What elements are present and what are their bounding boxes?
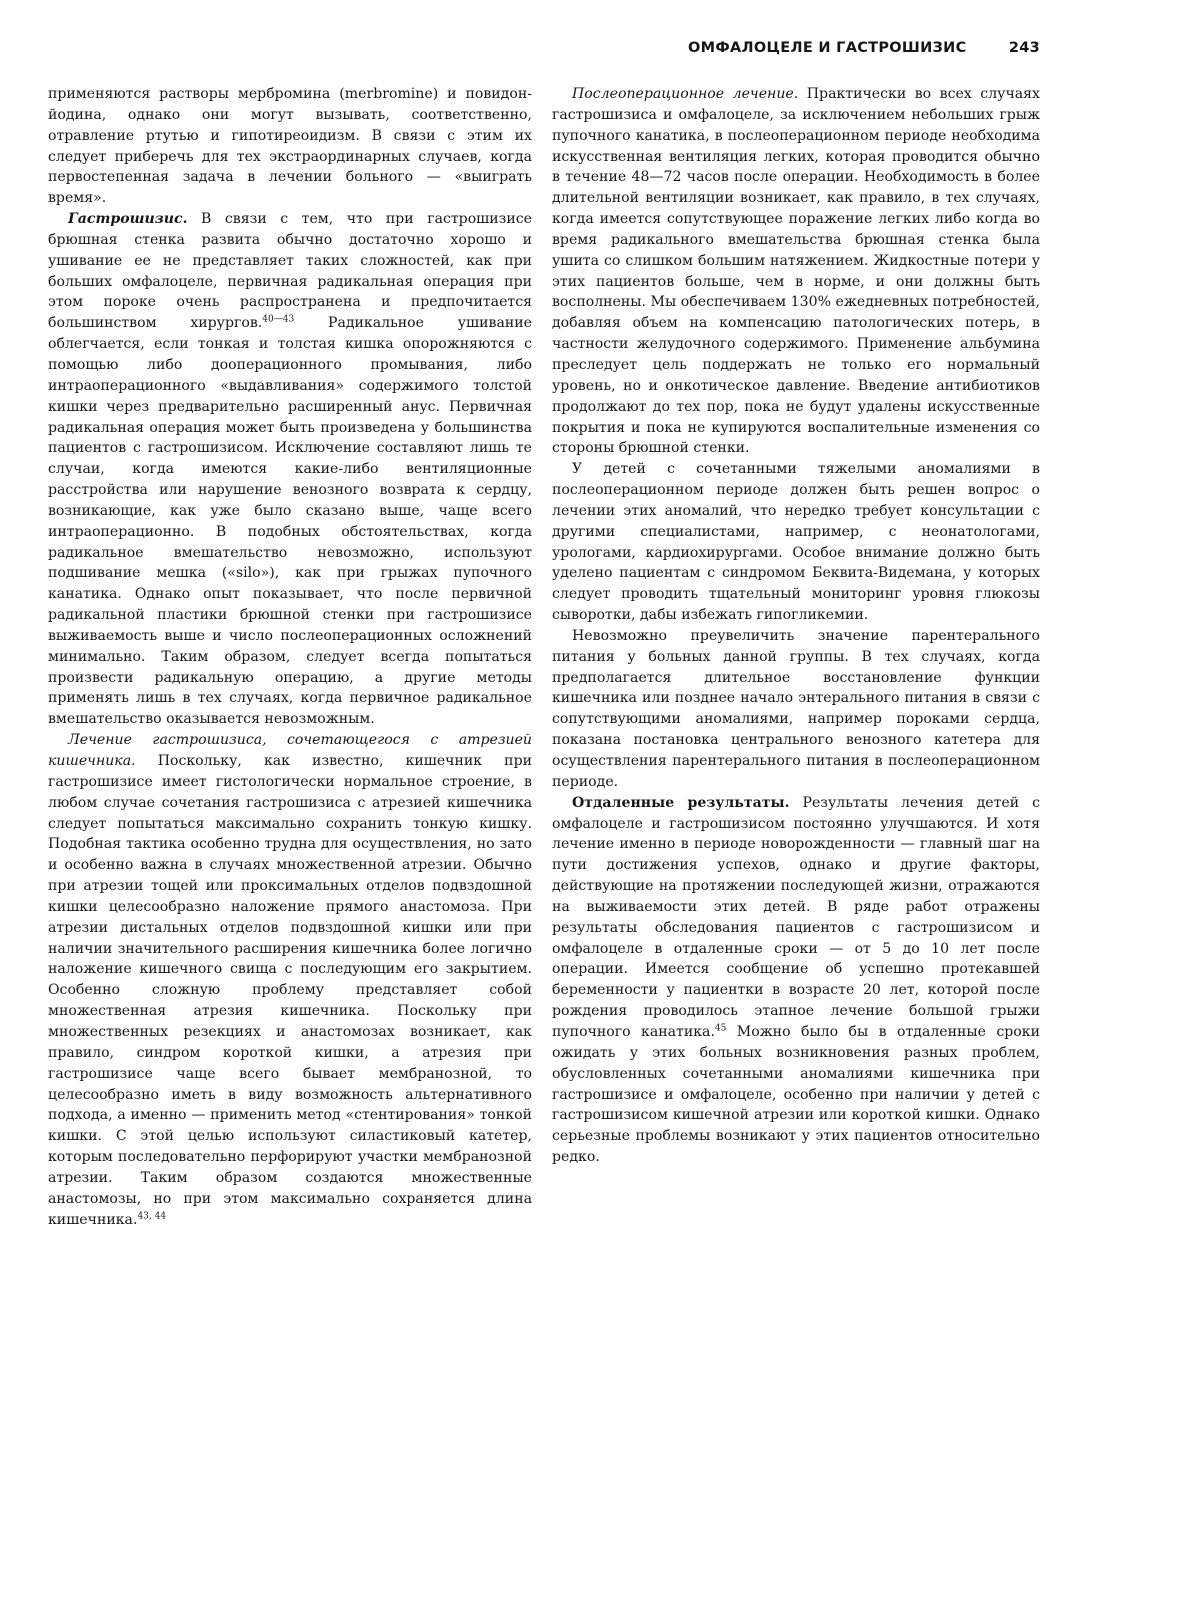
paragraph-associated-anomalies: У детей с сочетанными тяжелыми аномалиями в послеоперационном периоде должен быть решен вопрос о лечении этих аномалий, что нередко требует консультации с другими специалистами, например, с неонатологами, урологами, кардиохирургами. Особое внимание должно быть уделено пациентам с синдромом Беквита-Видемана, у которых следует проводить тщательный мониторинг уровня глюкозы сыворотки, дабы избежать гипогликемии. (552, 461, 1040, 624)
paragraph-text: Поскольку, как известно, кишечник при гастрошизисе имеет гистологически нормальное строение, в любом случае сочетания гастрошизиса с атрезией кишечника следует попытаться максимально сохранить тонкую кишку. Подобная тактика особенно трудна для осуществления, но зато и особенно важна в случаях множественной атрезии. Обычно при атрезии тощей или проксимальных отделов подвздошной кишки целесообразно наложение прямого анастомоза. При атрезии дистальных отделов подвздошной кишки или при наличии значительного расширения кишечника более логично наложение кишечного свища с последующим его закрытием. Особенно сложную проблему представляет собой множественная атрезия кишечника. Поскольку при множественных резекциях и анастомозах возникает, как правило, синдром короткой кишки, а атрезия при гастрошизисе чаще всего бывает мембранозной, то целесообразно иметь в виду возможность альтернативного подхода, а именно — применить метод «стентирования» тонкой кишки. С этой целью используют силастиковый катетер, которым последовательно перфорируют участки мембранозной атрезии. Таким образом создаются множественные анастомозы, но при этом максимально сохраняется длина кишечника. (48, 753, 532, 1228)
paragraph-text: Практически во всех случаях гастрошизиса и омфалоцеле, за исключением небольших грыж пупочного канатика, в послеоперационном периоде необходима искусственная вентиляция легких, которая проводится обычно в течение 48—72 часов после операции. Необходимость в более длительной вентиляции возникает, как правило, в тех случаях, когда имеется сопутствующее поражение легких либо когда во время радикального вмешательства брюшная стенка была ушита со слишком большим натяжением. Жидкостные потери у этих пациентов больше, чем в норме, и они должны быть восполнены. Мы обеспечиваем 130% ежедневных потребностей, добавляя объем на компенсацию патологических потерь, в частности желудочного содержимого. Применение альбумина преследует цель поддержать не только его нормальный уровень, но и онкотическое давление. Введение антибиотиков продолжают до тех пор, пока не будут удалены искусственные покрытия и пока не купируются воспалительные изменения со стороны брюшной стенки. (552, 86, 1041, 457)
paragraph-parenteral-nutrition: Невозможно преувеличить значение парентерального питания у больных данной группы. В тех случаях, когда предполагается длительное восстановление функции кишечника или позднее начало энтерального питания в связи с сопутствующими аномалиями, например пороками сердца, показана постановка центрального венозного катетера для осуществления парентерального питания в послеоперационном периоде. (552, 627, 1040, 790)
paragraph-antiseptics: применяются растворы мербромина (merbromine) и повидон-йодина, однако они могут вызывать, соответственно, отравление ртутью и гипотиреоидизм. В связи с этим их следует приберечь для тех экстраординарных случаев, когда первостепенная задача в лечении больного — «выиграть время». (48, 86, 532, 207)
right-column (552, 84, 1040, 1168)
paragraph-gastroschisis (48, 209, 532, 730)
page-number: 243 (1008, 40, 1040, 56)
running-head (688, 40, 1040, 56)
section-heading-gastroschisis: Гастрошизис. (68, 211, 188, 228)
reference-marker: 40—43 (262, 314, 295, 325)
left-column (48, 84, 532, 1230)
section-heading-long-term-results: Отдаленные результаты. (572, 794, 790, 811)
paragraph-atresia (48, 730, 532, 1230)
reference-marker: 43, 44 (137, 1210, 167, 1221)
running-head-title: ОМФАЛОЦЕЛЕ И ГАСТРОШИЗИС (688, 40, 967, 56)
reference-marker: 45 (714, 1023, 727, 1034)
paragraph-text: Можно было бы в отдаленные сроки ожидать у этих больных возникновения разных проблем, обусловленных сочетанными аномалиями кишечника при гастрошизисе и омфалоцеле, особенно при наличии у детей с гастрошизисом кишечной атрезии или короткой кишки. Однако серьезные проблемы возникают у этих пациентов относительно редко. (552, 1023, 1040, 1166)
section-heading-postoperative: Послеоперационное лечение. (572, 86, 799, 102)
paragraph-long-term-results (552, 793, 1040, 1168)
paragraph-text: Результаты лечения детей с омфалоцеле и гастрошизисом постоянно улучшаются. И хотя лечение именно в периоде новорожденности — главный шаг на пути достижения успехов, однако и другие факторы, действующие на протяжении последующей жизни, отражаются на выживаемости этих детей. В ряде работ отражены результаты обследования пациентов с гастрошизисом и омфалоцеле в отдаленные сроки — от 5 до 10 лет после операции. Имеется сообщение об успешно протекавшей беременности у пациентки в возрасте 20 лет, которой после рождения проводилось этапное лечение большой грыжи пупочного канатика. (552, 794, 1041, 1040)
paragraph-postoperative (552, 84, 1040, 459)
paragraph-text: Радикальное ушивание облегчается, если тонкая и толстая кишка опорожняются с помощью либо дооперационного промывания, либо интраоперационного «выдавливания» содержимого толстой кишки через предварительно расширенный анус. Первичная радикальная операция может быть произведена у большинства пациентов с гастрошизисом. Исключение составляют лишь те случаи, когда имеются какие-либо вентиляционные расстройства или нарушение венозного возврата к сердцу, возникающие, как уже было сказано выше, чаще всего интраоперационно. В подобных обстоятельствах, когда радикальное вмешательство невозможно, используют подшивание мешка («silo»), как при грыжах пупочного канатика. Однако опыт показывает, что после первичной радикальной пластики брюшной стенки при гастрошизисе выживаемость выше и число послеоперационных осложнений минимально. Таким образом, следует всегда попытаться произвести радикальную операцию, а другие методы применять лишь в тех случаях, когда первичное радикальное вмешательство оказывается невозможным. (48, 315, 532, 728)
section-heading-atresia: Лечение гастрошизиса, сочетающегося с атрезией кишечника. (48, 732, 532, 769)
paragraph-text: В связи с тем, что при гастрошизисе брюшная стенка развита обычно достаточно хорошо и ушивание ее не представляет таких сложностей, как при больших омфалоцеле, первичная радикальная операция при этом пороке очень распространена и предпочитается большинством хирургов. (48, 211, 532, 332)
